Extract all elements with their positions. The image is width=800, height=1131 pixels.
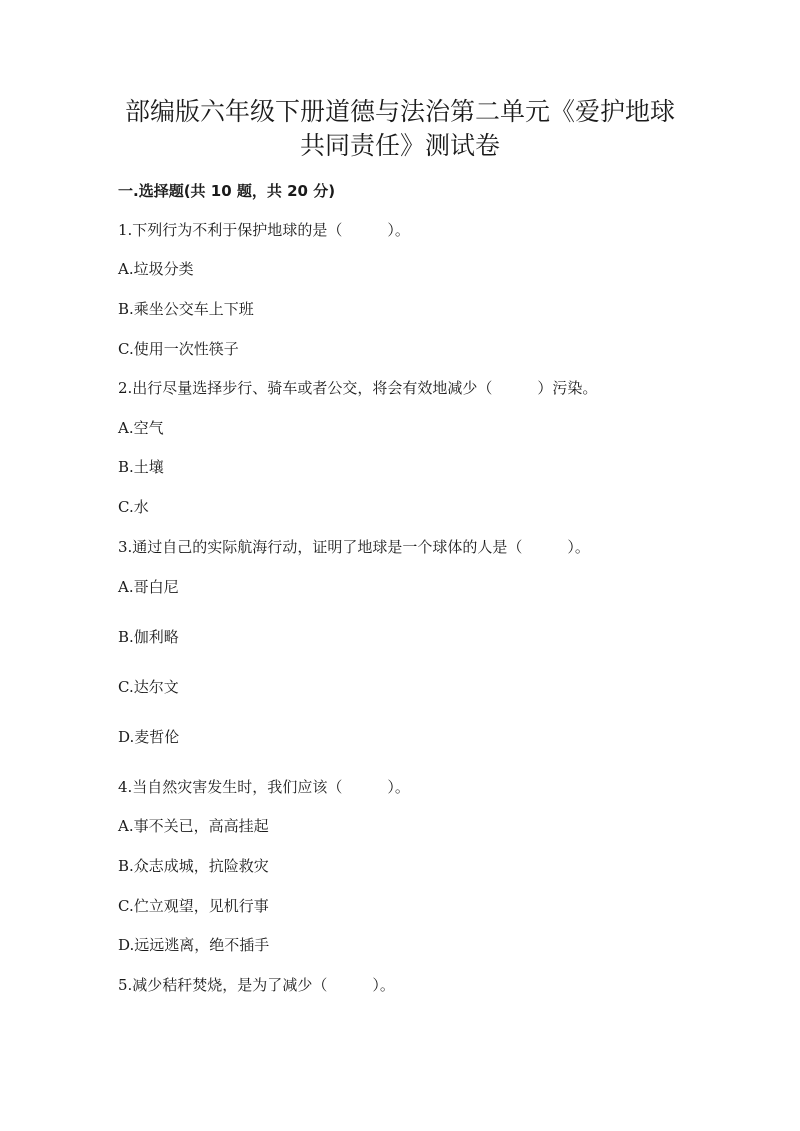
question-4-option-c[interactable]: C.伫立观望，见机行事 <box>118 897 269 915</box>
question-2-stem: 2.出行尽量选择步行、骑车或者公交，将会有效地减少（ ）污染。 <box>118 379 598 397</box>
question-3-option-b[interactable]: B.伽利略 <box>118 628 179 646</box>
question-2-option-c[interactable]: C.水 <box>118 498 149 516</box>
question-4-stem: 4.当自然灾害发生时，我们应该（ ）。 <box>118 778 410 796</box>
question-1-stem: 1.下列行为不利于保护地球的是（ ）。 <box>118 221 410 239</box>
question-4-option-a[interactable]: A.事不关已，高高挂起 <box>118 817 269 835</box>
question-2-option-a[interactable]: A.空气 <box>118 419 164 437</box>
question-3-option-a[interactable]: A.哥白尼 <box>118 578 179 596</box>
question-1-option-b[interactable]: B.乘坐公交车上下班 <box>118 300 254 318</box>
page-title-line-2: 共同责任》测试卷 <box>299 131 500 160</box>
question-2-option-b[interactable]: B.土壤 <box>118 458 164 476</box>
question-1-option-a[interactable]: A.垃圾分类 <box>118 260 194 278</box>
page-title-line-1: 部编版六年级下册道德与法治第二单元《爱护地球 <box>124 97 675 126</box>
section-heading: 一.选择题(共 10 题，共 20 分) <box>118 182 336 200</box>
question-1-option-c[interactable]: C.使用一次性筷子 <box>118 340 239 358</box>
question-5-stem: 5.减少秸秆焚烧，是为了减少（ ）。 <box>118 976 395 994</box>
question-3-stem: 3.通过自己的实际航海行动，证明了地球是一个球体的人是（ ）。 <box>118 538 590 556</box>
question-3-option-d[interactable]: D.麦哲伦 <box>118 728 180 746</box>
question-3-option-c[interactable]: C.达尔文 <box>118 678 179 696</box>
question-4-option-b[interactable]: B.众志成城，抗险救灾 <box>118 857 269 875</box>
question-4-option-d[interactable]: D.远远逃离，绝不插手 <box>118 936 270 954</box>
